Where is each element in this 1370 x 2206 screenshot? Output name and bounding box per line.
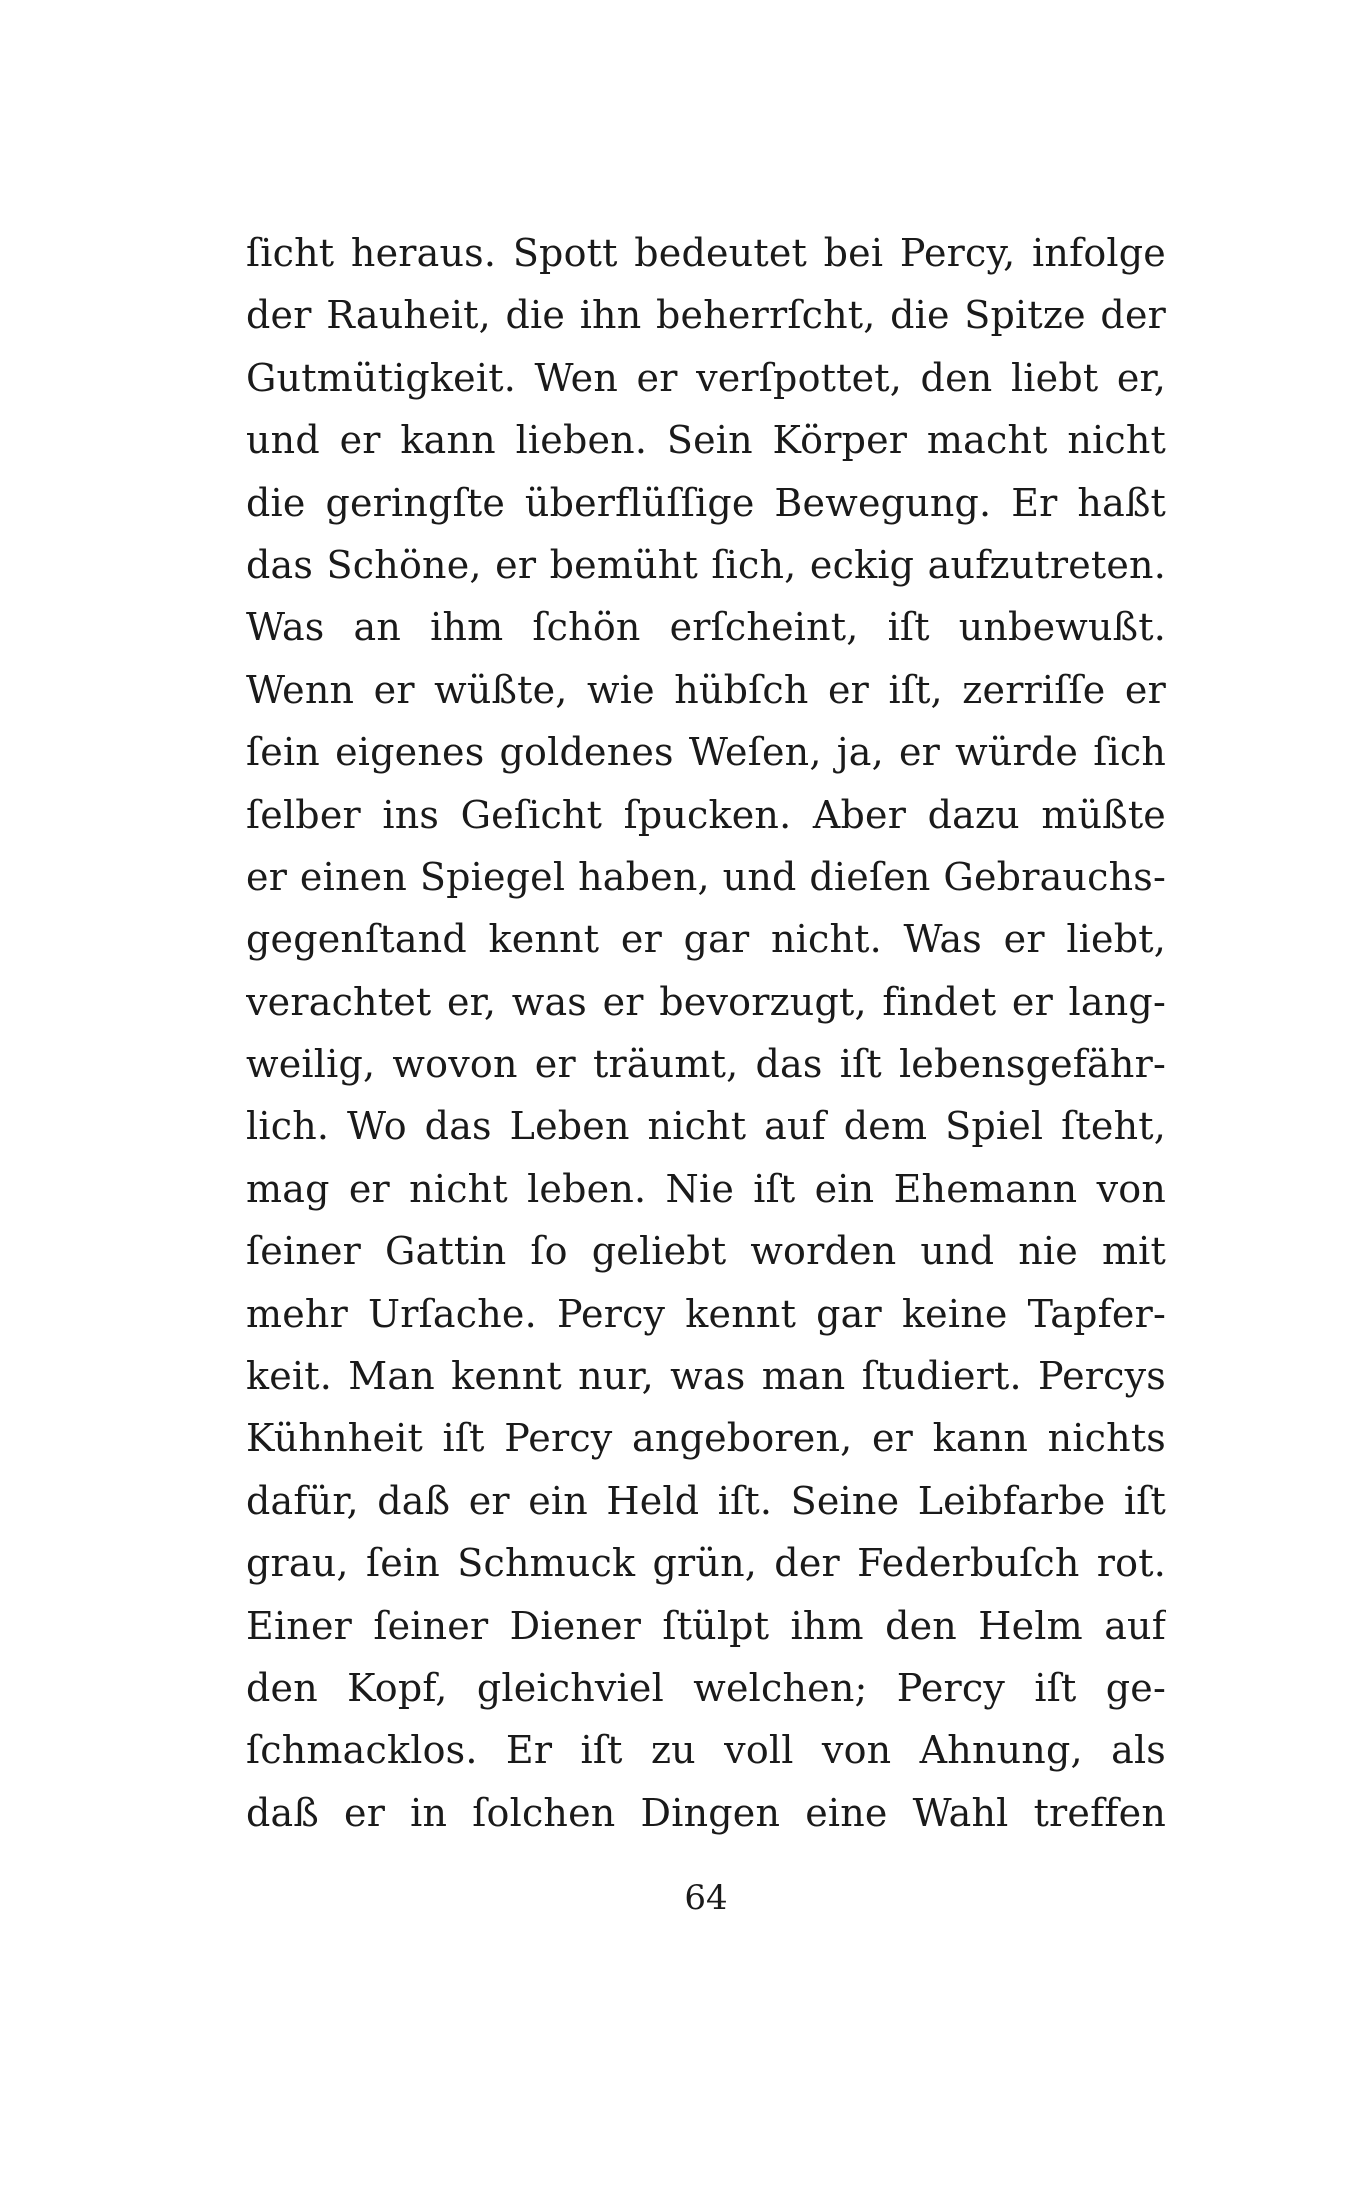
text-line: ſein eigenes goldenes Weſen, ja, er würde ſich (246, 730, 1166, 775)
text-line: dafür, daß er ein Held iſt. Seine Leibfarbe iſt (246, 1478, 1166, 1523)
text-line: Kühnheit iſt Percy angeboren, er kann nichts (246, 1416, 1166, 1461)
text-line: Was an ihm ſchön erſcheint, iſt unbewußt. (246, 605, 1166, 650)
text-line: die geringſte überflüſſige Bewegung. Er haßt (246, 480, 1166, 525)
text-line: ſchmacklos. Er iſt zu voll von Ahnung, als (246, 1728, 1166, 1773)
text-line: ſicht heraus. Spott bedeutet bei Percy, infolge (246, 231, 1166, 275)
text-line: mag er nicht leben. Nie iſt ein Ehemann von (246, 1166, 1166, 1211)
body-text (246, 222, 1166, 1844)
text-line: das Schöne, er bemüht ſich, eckig aufzutreten. (246, 542, 1166, 587)
text-line: lich. Wo das Leben nicht auf dem Spiel ſteht, (246, 1104, 1166, 1149)
text-line: den Kopf, gleichviel welchen; Percy iſt ge- (246, 1665, 1166, 1710)
text-line: daß er in ſolchen Dingen eine Wahl treffen (246, 1790, 1166, 1835)
text-line: ſelber ins Geſicht ſpucken. Aber dazu müßte (246, 792, 1166, 837)
text-line: grau, ſein Schmuck grün, der Federbuſch rot. (246, 1541, 1166, 1586)
text-line: er einen Spiegel haben, und dieſen Gebrauchs- (246, 854, 1166, 899)
page-number: 64 (684, 1878, 728, 1918)
text-line: weilig, wovon er träumt, das iſt lebensgefähr- (246, 1042, 1166, 1087)
text-line: keit. Man kennt nur, was man ſtudiert. Percys (246, 1354, 1166, 1399)
text-line: mehr Urſache. Percy kennt gar keine Tapfer- (246, 1291, 1166, 1336)
text-line: gegenſtand kennt er gar nicht. Was er liebt, (246, 917, 1166, 962)
text-line: Einer ſeiner Diener ſtülpt ihm den Helm auf (246, 1603, 1166, 1648)
text-line: Wenn er wüßte, wie hübſch er iſt, zerriſſe er (246, 667, 1166, 712)
text-line: der Rauheit, die ihn beherrſcht, die Spitze der (246, 293, 1166, 338)
text-line: verachtet er, was er bevorzugt, findet er lang- (246, 979, 1166, 1024)
text-line: ſeiner Gattin ſo geliebt worden und nie mit (246, 1229, 1166, 1274)
text-line: und er kann lieben. Sein Körper macht nicht (246, 418, 1166, 463)
text-line: Gutmütigkeit. Wen er verſpottet, den liebt er, (246, 355, 1166, 400)
